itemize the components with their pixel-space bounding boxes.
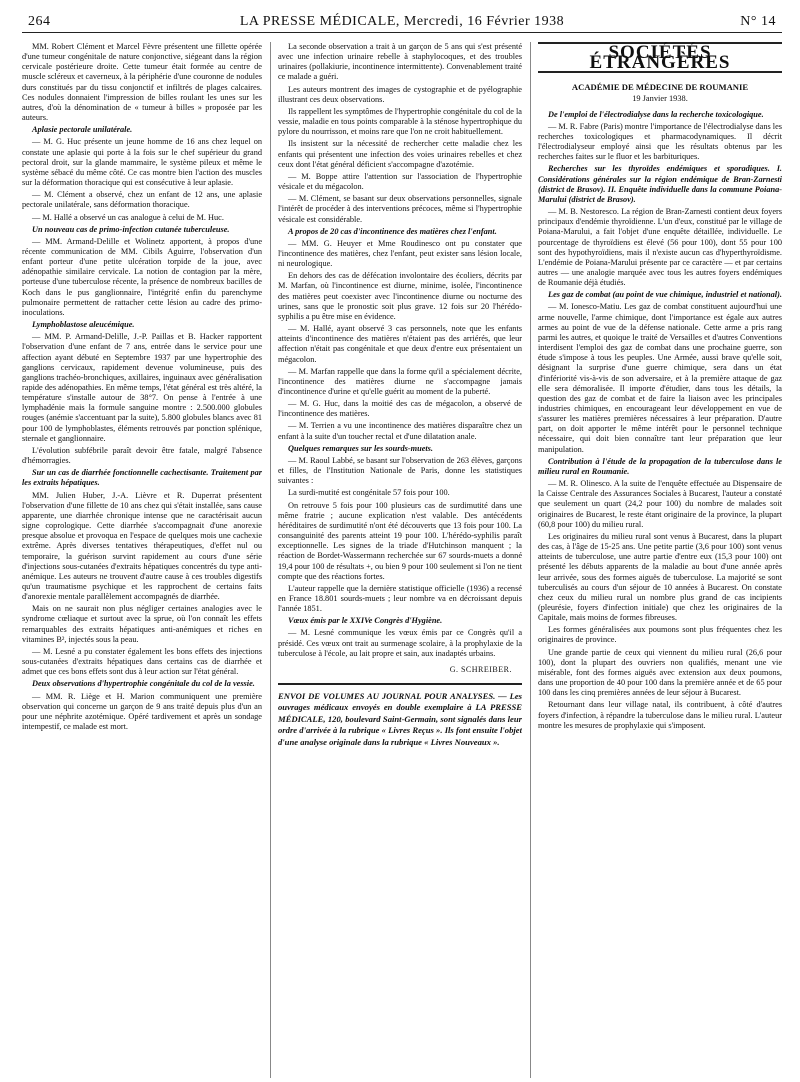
paragraph: — MM. G. Heuyer et Mme Roudinesco ont pu constater que l'incontinence des matières, chez l'enfant, peut exister sans lésion locale, ni neurologique. xyxy=(278,238,522,269)
article-heading: Recherches sur les thyroïdes endémiques et sporadiques. I. Considérations générales sur la région endémique de Bran-Zarnesti (district de Brasov). II. Enquête individuelle dans la commune Poiana-Marului (district de Brasov). xyxy=(538,164,782,204)
article-heading: Un nouveau cas de primo-infection cutanée tuberculeuse. xyxy=(32,224,230,234)
notice-text: ENVOI DE VOLUMES AU JOURNAL POUR ANALYSES. — Les ouvrages médicaux envoyés en double exemplaire à LA PRESSE MÉDICALE, 120, boulevard Saint-Germain, sont signalés dans leur ordre d'arrivée à la rubrique « Livres Reçus ». Ils font ensuite l'objet d'une analyse originale dans la rubrique « Livres Nouveaux ». xyxy=(278,691,522,747)
column-divider xyxy=(530,42,531,1078)
article-heading: Lymphoblastose aleucémique. xyxy=(32,320,135,330)
paragraph: Les auteurs montrent des images de cystographie et de pyélographie illustrant ces deux observations. xyxy=(278,84,522,104)
paragraph: Les originaires du milieu rural sont venus à Bucarest, dans la plupart des cas, à l'âge de 15-25 ans. Une petite partie (3,6 pour 100) sont venus atteints de tuberculose, une autre partie d'entre eux (15,3 pour 100) ont présenté les débuts apparents de la maladie au bout d'une année après leur arrivée, sous des formes aiguës de tuberculose. La majorité se sont tuberculisés au cours d'un séjour de 10 années à Bucarest. On constate chez ceux du milieu rural un nombre plus grand de cas incipients (pleurésie, foyers d'infection initiale) que chez les originaires de la Capitale, mais moins de formes fibreuses. xyxy=(538,531,782,623)
paragraph: — M. Raoul Labbé, se basant sur l'observation de 263 élèves, garçons et filles, de l'Institution Nationale de Paris, donne les statistiques suivantes : xyxy=(278,455,522,486)
academy-heading: ACADÉMIE DE MÉDECINE DE ROUMANIE xyxy=(571,82,749,93)
paragraph: Les formes généralisées aux poumons sont plus fréquentes chez les originaires de province. xyxy=(538,625,782,645)
article-heading: Sur un cas de diarrhée fonctionnelle cachectisante. Traitement par les extraits hépatiques. xyxy=(22,468,262,488)
page-number: 264 xyxy=(28,14,51,29)
article-heading: Quelques remarques sur les sourds-muets. xyxy=(288,443,433,453)
paragraph: L'auteur rappelle que la dernière statistique officielle (1936) a recensé en France 18.801 sourds-muets ; leur nombre va en décroissant depuis l'année 1851. xyxy=(278,583,522,614)
paragraph: La surdi-mutité est congénitale 57 fois pour 100. xyxy=(288,488,450,498)
issue-number: N° 14 xyxy=(740,14,776,29)
paragraph: — MM. P. Armand-Delille, J.-P. Paillas et B. Hacker rapportent l'observation d'une enfant de 7 ans, entrée dans le service pour une affection ayant débuté en Septembre 1937 par une hypertrophie des ganglions cervicaux, rapidement devenue volumineuse, puis des ganglions trachéo-bronchiques, axillaires, inguinaux avec généralisation rapide des adénopathies. En même temps, l'état général est très altéré, la température s'installe autour de 38°7. On pense à l'entrée à une lymphadénie mais la formule sanguine montre : 2.500.000 globules rouges (anémie s'accentuant par la suite), 5.800 globules blancs avec 81 pour 100 de lymphoblastes, éléments retrouvés par ponction splénique, sternale et ganglionnaire. xyxy=(22,332,262,443)
divider-rule xyxy=(278,683,522,685)
columns xyxy=(22,42,782,1074)
paragraph: — M. Boppe attire l'attention sur l'association de l'hypertrophie vésicale et du mégacolon. xyxy=(278,171,522,192)
paragraph: — M. Clément a observé, chez un enfant de 12 ans, une aplasie pectorale unilatérale, sans déformation thoracique. xyxy=(22,190,262,210)
paragraph: — M. Hallé, ayant observé 3 cas personnels, note que les enfants atteints d'incontinence des matières n'étaient pas des arriérés, que leur affection n'était pas congénitale et que deux d'entre eux présentaient un mégacolon. xyxy=(278,324,522,364)
paragraph: — M. R. Fabre (Paris) montre l'importance de l'électrodialyse dans les recherches toxicologiques et pharmacodynamiques. Il décrit l'électrodialyseur employé ainsi que les résultats obtenus par les recherches faites sur le fluor et les barbituriques. xyxy=(538,121,782,162)
paragraph: — M. B. Nestoresco. La région de Bran-Zarnesti contient deux foyers principaux d'endémie thyroïdienne. L'un d'eux, constitué par le village de Poiana-Marului, a fait l'objet d'une enquête détaillée, individuelle. Le pourcentage de thyroïdiens est élevé (56 pour 100), dont 55 pour 100 sont des hypothyroïdiens, mais il n'existe aucun cas d'hyperthyroïdisme. L'endémie de Poiana-Marului présente par ce caractère — et par certains autres — une analogie marquée avec tous les autres foyers endémiques de Roumanie déjà étudiés. xyxy=(538,207,782,288)
signature: G. SCHREIBER. xyxy=(449,664,512,674)
column-divider xyxy=(270,42,271,1078)
paragraph: Ils insistent sur la nécessité de rechercher cette maladie chez les enfants qui présentent une infection des voies urinaires rebelles et chez ceux dont l'état général déficient s'accompagne d'azotémie. xyxy=(278,139,522,169)
paragraph: — M. Clément, se basant sur deux observations personnelles, signale l'intérêt de procéder à des interventions précoces, même si l'hypertrophie vésicale est considérable. xyxy=(278,194,522,224)
paragraph: Mais on ne saurait non plus négliger certaines analogies avec le syndrome cœliaque et surtout avec la sprue, où l'on connaît les effets remarquables des extraits hépatiques anti-anémiques et riches en vitamines B², injectés sous la peau. xyxy=(22,604,262,644)
paragraph: — M. Lesné a pu constater également les bons effets des injections sous-cutanées d'extraits hépatiques dans certains cas de diarrhée et admet que ces bons effets sont dus à leur action sur l'état général. xyxy=(22,646,262,677)
article-heading: Vœux émis par le XXIVe Congrès d'Hygiène. xyxy=(288,616,443,626)
paragraph: MM. Robert Clément et Marcel Fèvre présentent une fillette opérée d'une tumeur congénitale de nature conjonctive, siégeant dans la région cervicale postérieure droite. Cette tumeur était formée au centre de muscle scléreux et caverneux, à la périphérie d'une couronne de nodules durs constitués par du tissu conjonctif et infiltrés de plages calcaires. Ces nodules donnaient l'impression de billes roulant les unes sur les autres, d'où la dénomination de « tumeur à billes » proposée par les auteurs. xyxy=(22,42,262,123)
paragraph: On retrouve 5 fois pour 100 plusieurs cas de surdimutité dans une même fratrie ; aucune explication n'est valable. Des antécédents héréditaires de surdimutité n'ont été découverts que 13 fois pour 100. La consanguinité des parents atteint 19 pour 100. L'hérédo-syphilis paraît exceptionnelle. Les signes de la triade d'Hutchinson manquent ; la réaction de Bordet-Wassermann recherchée sur 67 sourds-muets a donné 19,4 pour 100 de résultats +, ou bien 9 pour 100 seulement si l'on ne tient compte que des réactions fortes. xyxy=(278,500,522,581)
paragraph: — M. Marfan rappelle que dans la forme qu'il a spécialement décrite, l'incontinence des matières diurne ne s'accompagne jamais d'incontinence d'urine et qu'elle guérit au moment de la puberté. xyxy=(278,366,522,396)
paragraph: La seconde observation a trait à un garçon de 5 ans qui s'est présenté avec une infection urinaire rebelle à staphylocoques, et des troubles urinaires (pollakiurie, incontinence intermittente). Convenablement traité ce malade a guéri. xyxy=(278,42,522,82)
column-left xyxy=(22,42,262,1074)
paragraph: — M. G. Huc présente un jeune homme de 16 ans chez lequel on constate une aplasie qui porte à la fois sur le chef supérieur du grand pectoral droit, sur la glande mammaire, le système pileux et même le système sébacé du même côté. Ce cas montre bien l'action des muscles sur la déformation thoracique qui est consécutive à leur aplasie. xyxy=(22,137,262,188)
column-right xyxy=(538,42,782,1074)
newspaper-page xyxy=(22,8,782,1074)
section-title: SOCIÉTÉS ÉTRANGÈRES xyxy=(538,42,782,73)
article-heading: Deux observations d'hypertrophie congénitale du col de la vessie. xyxy=(32,679,255,689)
paragraph: Une grande partie de ceux qui viennent du milieu rural (26,6 pour 100), dont la plupart des ouvriers non qualifiés, menant une vie misérable, font des formes aiguës avec extension aux deux poumons, dans une proportion de 40 pour 100 dans la première année et de 65 pour 100 dans les cinq premières années de leur séjour à Bucarest. xyxy=(538,647,782,698)
paragraph: En dehors des cas de défécation involontaire des écoliers, décrits par M. Marfan, où l'incontinence est diurne, minime, isolée, l'incontinence des matières peut coexister avec l'incontinence diurne ou nocturne des urines, sans que le pronostic soit plus grave. 12 fois sur 20 l'hérédo-syphilis a pu être mise en évidence. xyxy=(278,271,522,321)
article-heading: De l'emploi de l'électrodialyse dans la recherche toxicologique. xyxy=(548,109,764,119)
running-header xyxy=(22,8,782,33)
paragraph: — M. Hallé a observé un cas analogue à celui de M. Huc. xyxy=(32,212,224,222)
article-heading: Les gaz de combat (au point de vue chimique, industriel et national). xyxy=(548,290,782,300)
paragraph: — M. Ionesco-Matiu. Les gaz de combat constituent aujourd'hui une arme nouvelle, l'arme chimique, dont l'importance est égale aux autres armes au point de vue de la défense nationale. Cette arme a pris rang parmi les autres, et quoique le traité de Versailles et d'autres Conventions interdisent l'emploi des gaz de combat dans une prochaine guerre, son étude s'impose à tous les peuples. Une Armée, aussi brave qu'elle soit, désignant la surprise d'une guerre chimique, sera dans un état d'infériorité vis-à-vis de son adversaire, et à la première attaque de gaz elle sera démoralisée. Il importe d'étudier, dans tous les détails, la question des gaz de combat et de faire la liaison avec les principales industries chimiques, en encourageant leur développement en vue de s'assurer les matières premières nécessaires à leur préparation. D'autre part, on doit apporter le même intérêt pour le personnel technique nécessaire, qui doit bien connaître tant leur préparation que leur manipulation. xyxy=(538,302,782,454)
paragraph: — MM. R. Liège et H. Marion communiquent une première observation qui concerne un garçon de 9 ans traité depuis plus d'un an pour une néphrite azotémique. Opéré tardivement et après un sondage intempestif, ce malade est mort. xyxy=(22,691,262,731)
journal-title: LA PRESSE MÉDICALE, Mercredi, 16 Février 1938 xyxy=(239,14,565,29)
paragraph: Retournant dans leur village natal, ils contribuent, à côté d'autres foyers d'infection, à répandre la tuberculose dans le milieu rural. L'auteur montre les mesures de prophylaxie qui s'imposent. xyxy=(538,700,782,730)
paragraph: — MM. Armand-Delille et Wolinetz apportent, à propos d'une récente communication de MM. Cibils Aguirre, l'observation d'un enfant porteur d'une petite ulcération torpide de la joue, avec adénopathie similaire cervicale. La notion de contagion par la mère, porteuse d'une tuberculose récente, la présence de nombreux bacilles de Koch dans le pus ganglionnaire, l'intégrité enfin du parenchyme pulmonaire permettent de rattacher cette lésion au cadre des primo-inoculations. xyxy=(22,236,262,317)
article-heading: A propos de 20 cas d'incontinence des matières chez l'enfant. xyxy=(288,226,497,236)
paragraph: — M. Terrien a vu une incontinence des matières disparaître chez un enfant à la suite d'un toucher rectal et d'une dilatation anale. xyxy=(278,421,522,441)
column-middle xyxy=(278,42,522,1074)
article-heading: Aplasie pectorale unilatérale. xyxy=(32,125,133,135)
paragraph: L'évolution subfébrile paraît devoir être fatale, malgré l'absence d'hémorragies. xyxy=(22,445,262,466)
paragraph: — M. R. Olinesco. A la suite de l'enquête effectuée au Dispensaire de la Caisse Centrale des Assurances Sociales à Bucarest, l'auteur a constaté que seulement un quart (24,2 pour 100) du nombre de malades soit originaires de Bucarest, le reste étant originaire de la province, la plupart (60,8 pour 100) du milieu rural. xyxy=(538,479,782,529)
paragraph: — M. G. Huc, dans la moitié des cas de mégacolon, a observé de l'incontinence des matières. xyxy=(278,399,522,419)
notice-box xyxy=(278,691,522,748)
paragraph: — M. Lesné communique les vœux émis par ce Congrès qu'il a présidé. Ces vœux ont trait au surmenage scolaire, à la prophylaxie de la tuberculose à l'école, au lait propre et sain, aux inadaptés urbains. xyxy=(278,628,522,658)
session-date: 19 Janvier 1938. xyxy=(632,94,688,104)
article-heading: Contribution à l'étude de la propagation de la tuberculose dans le milieu rural en Roumanie. xyxy=(538,456,782,476)
paragraph: MM. Julien Huber, J.-A. Lièvre et R. Duperrat présentent l'observation d'une fillette de 10 ans chez qui s'était installée, sans cause apparente, une diarrhée chronique intense que ne caractérisait aucun signe coprologique. Cette diarrhée s'accompagnait d'une anorexie presque absolue et provoqua en l'espace de quelques mois une cachexie extrême. Après diverses tentatives thérapeutiques, d'effet nul ou temporaire, la guérison survint rapidement au cours d'une série d'injections sous-cutanées d'extraits hépatiques concentrés du type anti-anémique. Les auteurs ne trouvent d'autre cause à ces troubles digestifs qu'un traumatisme psychique et les rapprochent de certains faits d'anorexie mentale parallèlement accompagnés de diarrhée. xyxy=(22,490,262,602)
paragraph: Ils rappellent les symptômes de l'hypertrophie congénitale du col de la vessie, maladie en tous points comparable à la sténose hypertrophique du pylore du nourrisson, et moins rare que l'on ne croit habituellement. xyxy=(278,106,522,137)
